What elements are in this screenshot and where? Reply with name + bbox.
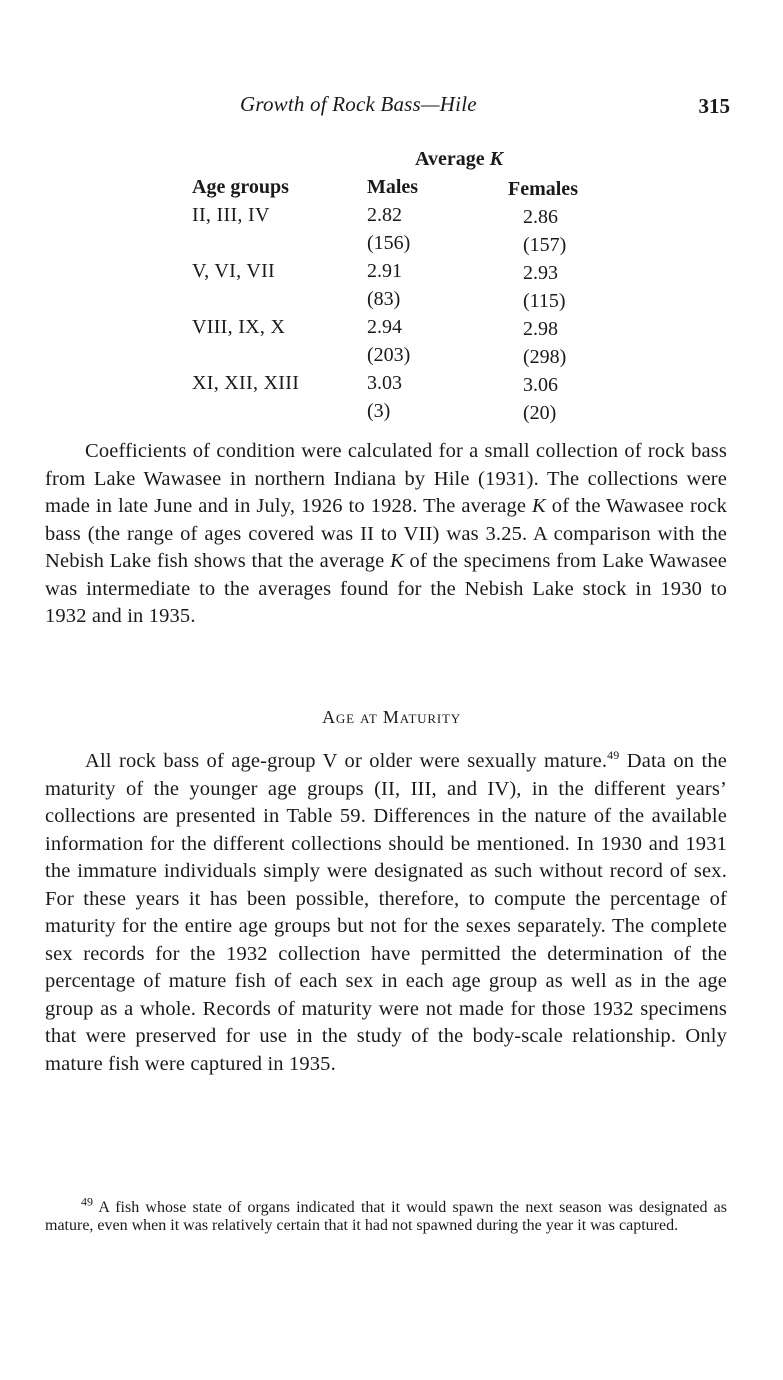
paragraph-text: of the Wawasee rock bass (the range of ages covered was II to VII) was 3.25. A comparison with the Nebish Lake fish shows that the average <box>45 495 727 572</box>
condition-coefficient-table <box>190 148 610 428</box>
age-group-cell: V, VI, VII <box>192 260 276 282</box>
females-count-cell: (20) <box>523 402 557 424</box>
paragraph-text: of the specimens from Lake Wawasee was intermediate to the averages found for the Nebish Lake stock in 1930 to 1932 and in 1935. <box>45 550 727 627</box>
males-count-cell: (83) <box>367 288 401 310</box>
average-label: Average <box>415 148 485 170</box>
table-row <box>190 372 610 428</box>
females-k-cell: 2.86 <box>523 206 558 228</box>
table-row <box>190 204 610 260</box>
running-title: Growth of Rock Bass—Hile <box>240 92 477 116</box>
table-row <box>190 316 610 372</box>
females-k-cell: 3.06 <box>523 374 558 396</box>
paragraph-text: Data on the maturity of the younger age groups (II, III, and IV), in the different years’ collections are presented in Table 59. Differences in the nature of the available information for the different collections should be mentioned. In 1930 and 1931 the immature individuals simply were designated as such without record of sex. For these years it has been possible, therefore, to compute the percentage of maturity for the entire age groups but not for the sexes separately. The complete sex records for the 1932 collection have permitted the determination of the percentage of mature fish of each sex in each age group as well as in the age group as a whole. Records of maturity were not made for those 1932 specimens that were preserved for use in the study of the body-scale relationship. Only mature fish were captured in 1935. <box>45 750 727 1075</box>
footnote-text: A fish whose state of organs indicated that it would spawn the next season was designated as mature, even when it was relatively certain that it had not spawned during the year it was captured. <box>45 1199 727 1234</box>
females-count-cell: (115) <box>523 290 566 312</box>
males-count-cell: (156) <box>367 232 411 254</box>
k-symbol: K <box>489 148 503 170</box>
males-count-cell: (203) <box>367 344 411 366</box>
age-group-cell: VIII, IX, X <box>192 316 286 338</box>
males-count-cell: (3) <box>367 400 391 422</box>
k-symbol: K <box>390 550 404 572</box>
table-row <box>190 260 610 316</box>
footnote-marker: 49 <box>81 1194 93 1209</box>
males-header: Males <box>367 176 419 198</box>
age-groups-header: Age groups <box>192 176 289 198</box>
footnote <box>45 1194 727 1235</box>
females-count-cell: (298) <box>523 346 567 368</box>
age-group-cell: XI, XII, XIII <box>192 372 300 394</box>
section-heading: Age at Maturity <box>322 707 461 727</box>
k-symbol: K <box>532 495 546 517</box>
males-k-cell: 2.82 <box>367 204 402 226</box>
footnote-reference: 49 <box>607 748 620 763</box>
paragraph-text: All rock bass of age-group V or older were sexually mature. <box>85 750 608 772</box>
page-number: 315 <box>698 94 730 118</box>
running-head <box>0 92 783 122</box>
age-group-cell: II, III, IV <box>192 204 270 226</box>
paragraph-condition <box>45 438 727 631</box>
males-k-cell: 2.94 <box>367 316 402 338</box>
average-k-header <box>415 148 503 171</box>
females-k-cell: 2.98 <box>523 318 558 340</box>
males-k-cell: 3.03 <box>367 372 402 394</box>
paragraph-maturity <box>45 748 727 1078</box>
females-count-cell: (157) <box>523 234 567 256</box>
females-k-cell: 2.93 <box>523 262 558 284</box>
paragraph-text: Coefficients of condition were calculated for a small collection of rock bass from Lake Wawasee in northern Indiana by Hile (1931). The collections were made in late June and in July, 1926 to 1928. The average <box>45 440 727 517</box>
females-header: Females <box>508 178 578 200</box>
males-k-cell: 2.91 <box>367 260 402 282</box>
